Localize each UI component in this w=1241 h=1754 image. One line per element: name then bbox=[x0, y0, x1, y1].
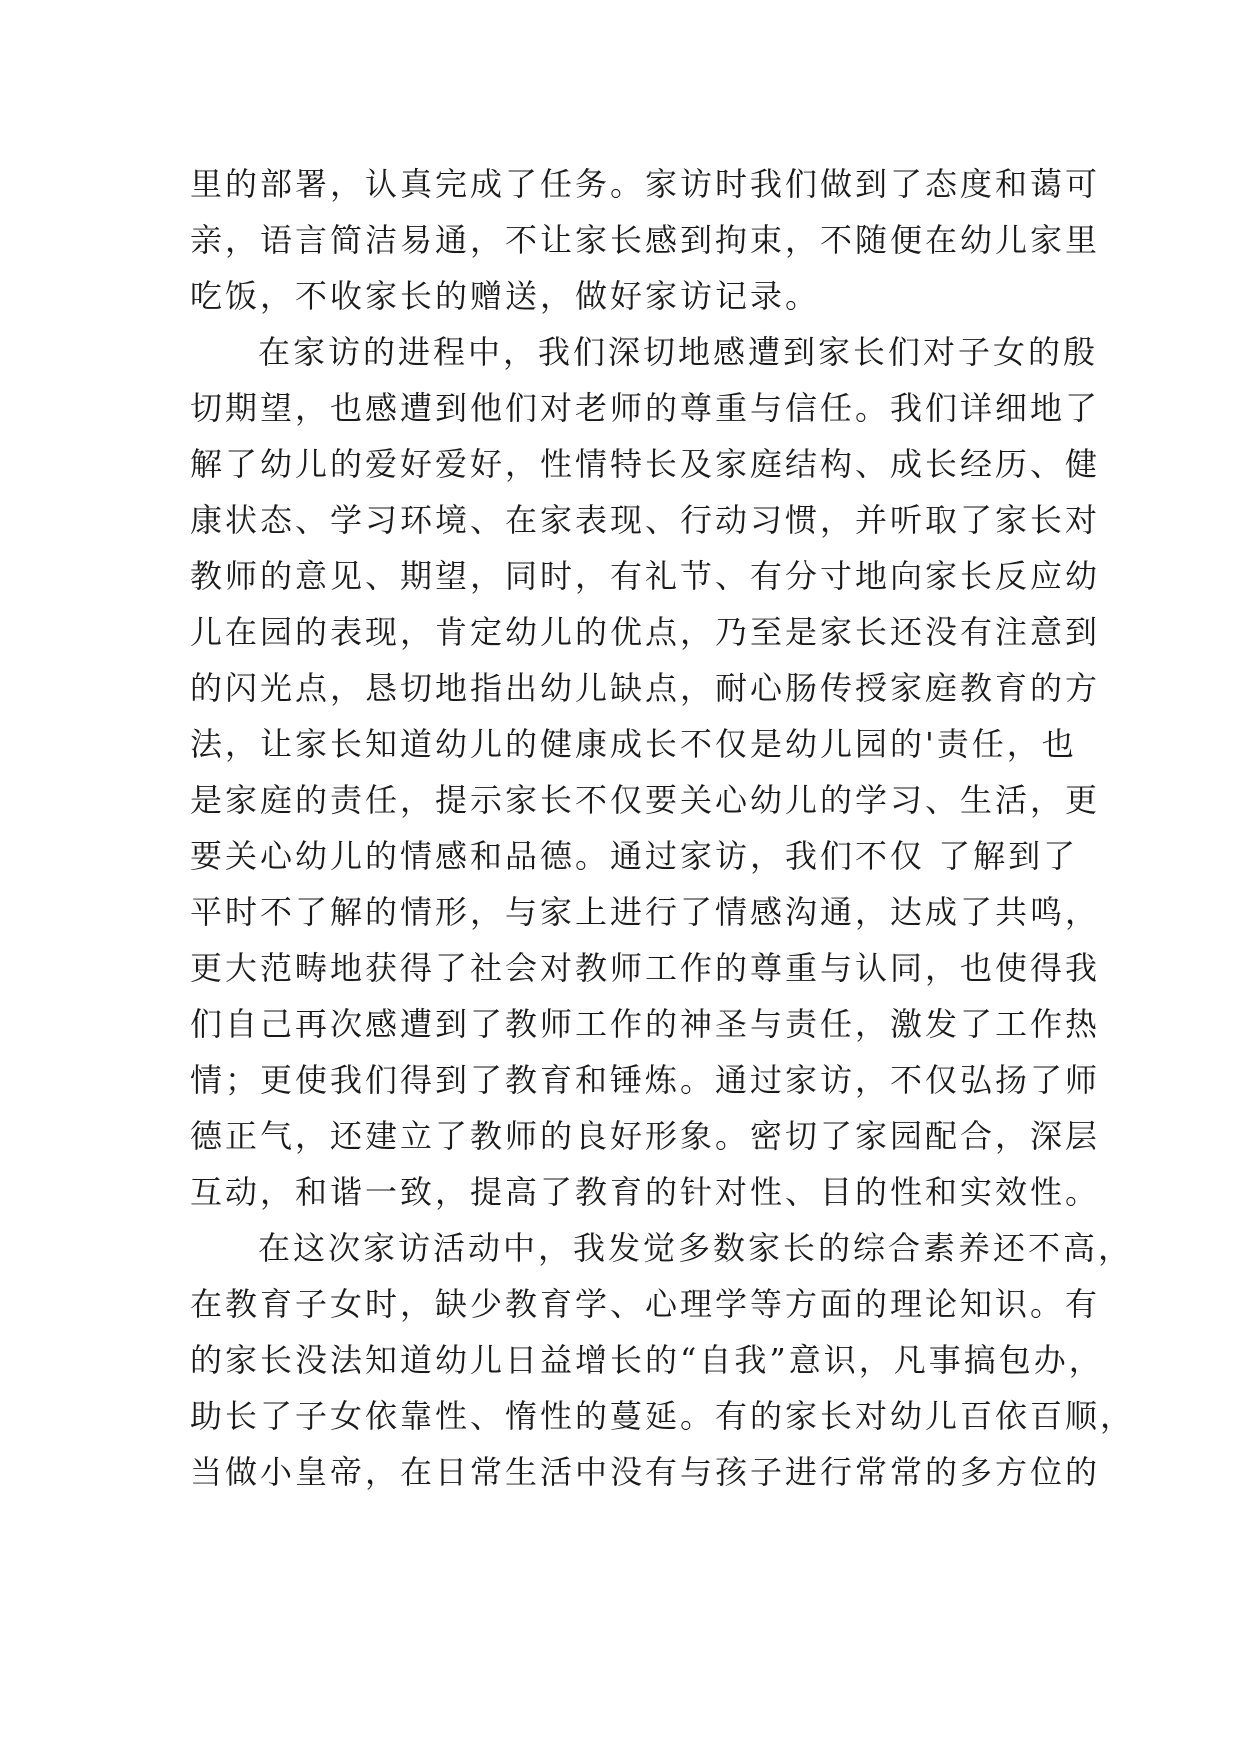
text-line: 更大范畴地获得了社会对教师工作的尊重与认同，也使得我 bbox=[190, 949, 1101, 987]
text-line: 在家访的进程中，我们深切地感遭到家长们对子女的殷 bbox=[258, 333, 1099, 371]
text-line: 要关心幼儿的情感和品德。通过家访，我们不仅 了解到了 bbox=[190, 837, 1079, 875]
document-body bbox=[190, 156, 1136, 1500]
text-line: 是家庭的责任，提示家长不仅要关心幼儿的学习、生活，更 bbox=[190, 781, 1101, 819]
text-line: 在教育子女时，缺少教育学、心理学等方面的理论知识。有 bbox=[190, 1285, 1101, 1323]
text-line: 情；更使我们得到了教育和锤炼。通过家访，不仅弘扬了师 bbox=[190, 1061, 1101, 1099]
paragraph-2 bbox=[190, 324, 1101, 1220]
text-line: 法，让家长知道幼儿的健康成长不仅是幼儿园的'责任，也 bbox=[190, 725, 1077, 763]
text-line: 德正气，还建立了教师的良好形象。密切了家园配合，深层 bbox=[190, 1117, 1101, 1155]
text-line: 们自己再次感遭到了教师工作的神圣与责任，激发了工作热 bbox=[190, 1005, 1101, 1043]
text-line: 里的部署，认真完成了任务。家访时我们做到了态度和蔼可 bbox=[190, 165, 1101, 203]
text-line: 儿在园的表现，肯定幼儿的优点，乃至是家长还没有注意到 bbox=[190, 613, 1101, 651]
paragraph-3 bbox=[190, 1220, 1136, 1500]
paragraph-1 bbox=[190, 156, 1101, 324]
text-line: 的闪光点，恳切地指出幼儿缺点，耐心肠传授家庭教育的方 bbox=[190, 669, 1101, 707]
text-line: 教师的意见、期望，同时，有礼节、有分寸地向家长反应幼 bbox=[190, 557, 1101, 595]
text-line: 当做小皇帝，在日常生活中没有与孩子进行常常的多方位的 bbox=[190, 1453, 1101, 1491]
text-line: 亲，语言简洁易通，不让家长感到拘束，不随便在幼儿家里 bbox=[190, 221, 1101, 259]
text-line: 康状态、学习环境、在家表现、行动习惯，并听取了家长对 bbox=[190, 501, 1101, 539]
text-line: 平时不了解的情形，与家上进行了情感沟通，达成了共鸣， bbox=[190, 893, 1101, 931]
text-line: 助长了子女依靠性、惰性的蔓延。有的家长对幼儿百依百顺， bbox=[190, 1397, 1136, 1435]
text-line: 切期望，也感遭到他们对老师的尊重与信任。我们详细地了 bbox=[190, 389, 1101, 427]
text-line: 的家长没法知道幼儿日益增长的“自我”意识，凡事搞包办， bbox=[190, 1341, 1104, 1379]
text-line: 在这次家访活动中，我发觉多数家长的综合素养还不高， bbox=[258, 1229, 1134, 1267]
text-line: 吃饭，不收家长的赠送，做好家访记录。 bbox=[190, 277, 821, 315]
text-line: 解了幼儿的爱好爱好，性情特长及家庭结构、成长经历、健 bbox=[190, 445, 1101, 483]
text-line: 互动，和谐一致，提高了教育的针对性、目的性和实效性。 bbox=[190, 1173, 1101, 1211]
